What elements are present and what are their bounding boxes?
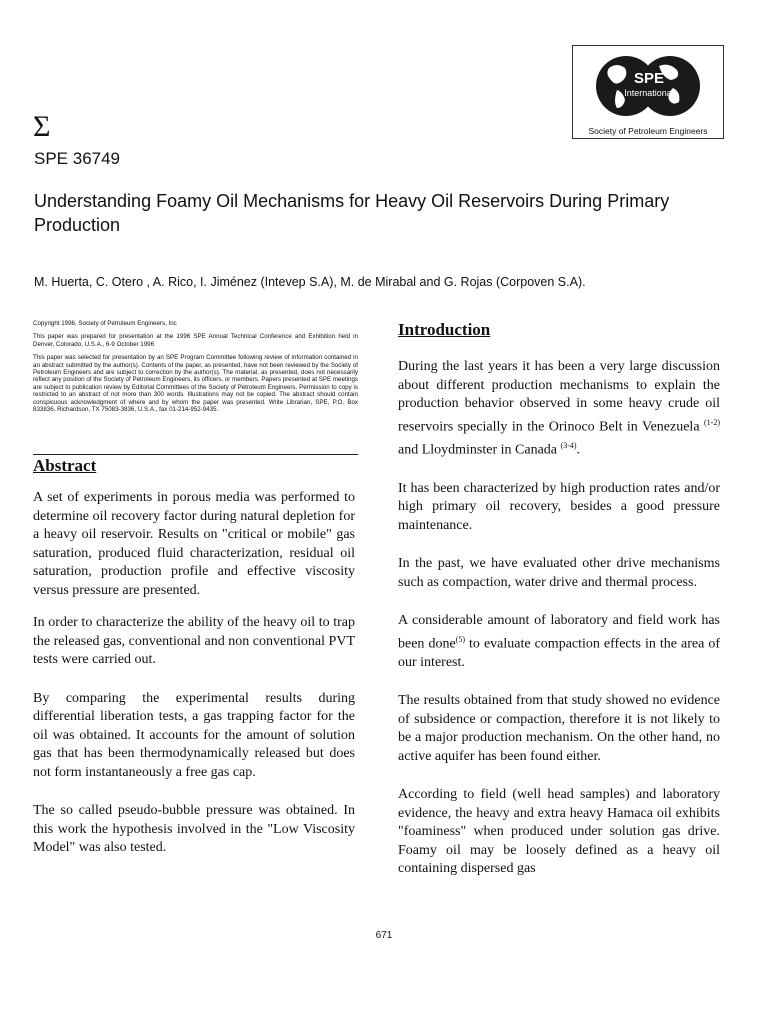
citation: (5) bbox=[455, 634, 465, 644]
divider bbox=[33, 454, 358, 455]
citation: (1-2) bbox=[704, 417, 720, 427]
abstract-paragraph: The so called pseudo-bubble pressure was obtained. In this work the hypothesis involved in the "Low Viscosity Model" was also tested. bbox=[33, 803, 355, 855]
intro-text: A considerable amount of laboratory and field work has been done bbox=[398, 613, 720, 652]
intro-text: During the last years it has been a very large discussion about different production mechanisms to explain the production behavior observed in some heavy crude oil reservoirs specially in the Orinoco Belt in Venezuela bbox=[398, 359, 720, 435]
citation: (3-4) bbox=[560, 440, 577, 450]
paper-title: Understanding Foamy Oil Mechanisms for Heavy Oil Reservoirs During Primary Production bbox=[34, 191, 670, 235]
intro-text: and Lloydminster in Canada bbox=[398, 442, 558, 458]
intro-paragraph bbox=[398, 612, 720, 672]
sigma-symbol: Σ bbox=[33, 110, 51, 143]
intro-paragraph: The results obtained from that study showed no evidence of subsidence or compaction, therefore it is not likely to be a major production mechanism. On the other hand, no active aquifer has been found either. bbox=[398, 693, 720, 764]
authors: M. Huerta, C. Otero , A. Rico, I. Jiménez (Intevep S.A), M. de Mirabal and G. Rojas (Corpoven S.A). bbox=[34, 275, 586, 289]
paper-number: SPE 36749 bbox=[34, 149, 121, 168]
intro-paragraph: In the past, we have evaluated other drive mechanisms such as compaction, water drive and thermal process. bbox=[398, 556, 720, 590]
intro-paragraph: According to field (well head samples) and laboratory evidence, the heavy and extra heavy Hamaca oil exhibits "foaminess" when produced under solution gas drive. Foamy oil may be loosely defined as a heavy oil containing dispersed gas bbox=[398, 787, 720, 877]
copyright-notice bbox=[33, 320, 358, 419]
intro-text: to evaluate compaction effects in the area of our interest. bbox=[398, 636, 720, 670]
spe-logo bbox=[572, 45, 724, 139]
abstract-body bbox=[33, 489, 355, 858]
abstract-paragraph: By comparing the experimental results during differential liberation tests, a gas trapping factor for the oil was obtained. It accounts for the amount of solution gas that has been thermodynamically released but does not form instantaneously a free gas cap. bbox=[33, 690, 355, 780]
globe-icon bbox=[573, 46, 723, 126]
intro-text: . bbox=[576, 442, 581, 458]
conference-line: This paper was prepared for presentation at the 1996 SPE Annual Technical Conference and Exhibition held in Denver, Colorado, U.S.A., 6-9 October 1996 bbox=[33, 333, 358, 348]
intro-paragraph bbox=[398, 358, 720, 460]
logo-caption: Society of Petroleum Engineers bbox=[588, 126, 708, 136]
abstract-heading: Abstract bbox=[33, 456, 97, 475]
intro-paragraph: It has been characterized by high production rates and/or high primary oil recovery, besides a good pressure maintenance. bbox=[398, 480, 720, 533]
logo-sub: International bbox=[624, 88, 674, 98]
page-number: 671 bbox=[375, 930, 393, 941]
abstract-paragraph: A set of experiments in porous media was performed to determine oil recovery factor during natural depletion for a heavy oil reservoir. Results on "critical or mobile" gas saturation, produced fluid characterization, residual oil saturation, production profile and effective viscosity versus pressure are presented. bbox=[33, 490, 355, 598]
review-notice: This paper was selected for presentation by an SPE Program Committee following review of information contained in an abstract submitted by the author(s). Contents of the paper, as presented, have not been reviewed by the Society of Petroleum Engineers and are subject to correction by the author(s). The material, as presented, does not necessarily reflect any position of the Society of Petroleum Engineers, its officers, or members. Papers presented at SPE meetings are subject to publication review by Editorial Committees of the Society of Petroleum Engineers. Permission to copy is restricted to an abstract of not more than 300 words. Illustrations may not be copied. The abstract should contain conspicuous acknowledgment of where and by whom the paper was presented. Write Librarian, SPE, P.O. Box 833836, Richardson, TX 75083-3836, U.S.A., fax 01-214-952-9435. bbox=[33, 354, 358, 414]
copyright-line: Copyright 1996, Society of Petroleum Engineers, Inc bbox=[33, 320, 177, 327]
introduction-body bbox=[398, 358, 720, 879]
logo-brand: SPE bbox=[633, 70, 665, 87]
abstract-paragraph: In order to characterize the ability of the heavy oil to trap the released gas, conventional and non conventional PVT tests were carried out. bbox=[33, 615, 355, 667]
introduction-heading: Introduction bbox=[398, 320, 491, 339]
